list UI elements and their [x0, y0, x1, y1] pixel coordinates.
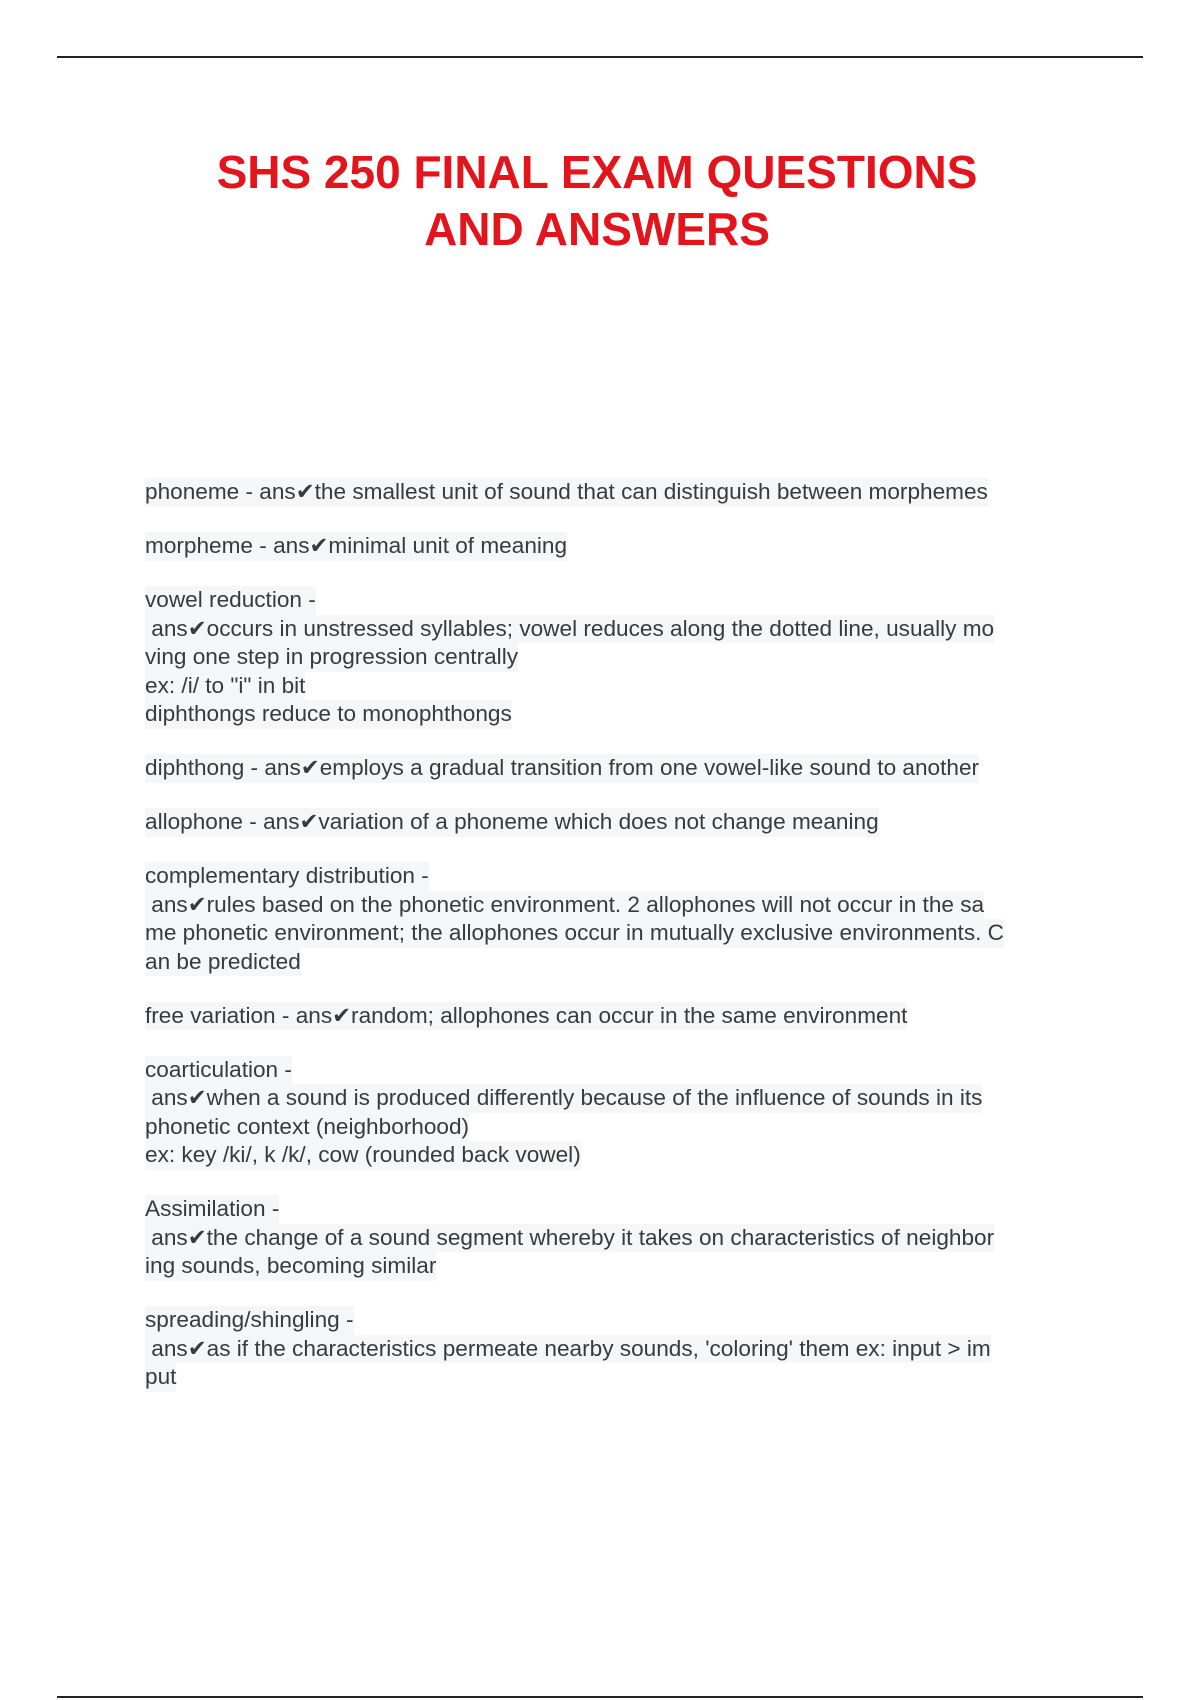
document-title: [57, 144, 1137, 258]
qa-entry: [145, 754, 1095, 783]
qa-entry-line: spreading/shingling -: [145, 1306, 354, 1335]
qa-entry: [145, 1002, 1095, 1031]
qa-entry-line: coarticulation -: [145, 1056, 292, 1085]
bottom-rule: [57, 1696, 1143, 1698]
qa-entry-line: put: [145, 1363, 176, 1392]
title-line-1: SHS 250 FINAL EXAM QUESTIONS: [216, 146, 978, 198]
qa-entry: [145, 1195, 1095, 1281]
qa-entry-line: free variation - ans✔random; allophones can occur in the same environment: [145, 1002, 907, 1031]
qa-entry-line: ans✔when a sound is produced differently because of the influence of sounds in its: [145, 1084, 982, 1113]
qa-entry-line: ans✔rules based on the phonetic environment. 2 allophones will not occur in the sa: [145, 891, 984, 920]
qa-entry-line: ans✔as if the characteristics permeate nearby sounds, 'coloring' them ex: input > im: [145, 1335, 991, 1364]
qa-entry-line: phoneme - ans✔the smallest unit of sound that can distinguish between morphemes: [145, 478, 988, 507]
qa-entry-line: ing sounds, becoming similar: [145, 1252, 436, 1281]
qa-entry-line: morpheme - ans✔minimal unit of meaning: [145, 532, 567, 561]
qa-entry-line: ans✔the change of a sound segment whereby it takes on characteristics of neighbor: [145, 1224, 994, 1253]
qa-entry-line: phonetic context (neighborhood): [145, 1113, 469, 1142]
qa-entry-line: complementary distribution -: [145, 862, 429, 891]
qa-entry-line: allophone - ans✔variation of a phoneme which does not change meaning: [145, 808, 879, 837]
qa-entry: [145, 808, 1095, 837]
qa-entry-line: ans✔occurs in unstressed syllables; vowel reduces along the dotted line, usually mo: [145, 615, 994, 644]
qa-entry: [145, 478, 1095, 507]
qa-entry-line: vowel reduction -: [145, 586, 316, 615]
qa-entry: [145, 1056, 1095, 1170]
top-rule: [57, 56, 1143, 58]
qa-entry-line: Assimilation -: [145, 1195, 279, 1224]
qa-entry: [145, 532, 1095, 561]
qa-entry-line: ex: key /ki/, k /k/, cow (rounded back vowel): [145, 1141, 581, 1170]
qa-entry: [145, 862, 1095, 976]
qa-entry-line: diphthong - ans✔employs a gradual transition from one vowel-like sound to another: [145, 754, 979, 783]
qa-entry-line: me phonetic environment; the allophones occur in mutually exclusive environments. C: [145, 919, 1004, 948]
qa-entry-line: an be predicted: [145, 948, 301, 977]
qa-entry-line: ving one step in progression centrally: [145, 643, 518, 672]
qa-entry: [145, 586, 1095, 729]
title-line-2: AND ANSWERS: [424, 203, 770, 255]
qa-entry-line: ex: /i/ to "i" in bit: [145, 672, 305, 701]
qa-entry-line: diphthongs reduce to monophthongs: [145, 700, 512, 729]
qa-entry: [145, 1306, 1095, 1392]
qa-list: [145, 478, 1095, 1417]
